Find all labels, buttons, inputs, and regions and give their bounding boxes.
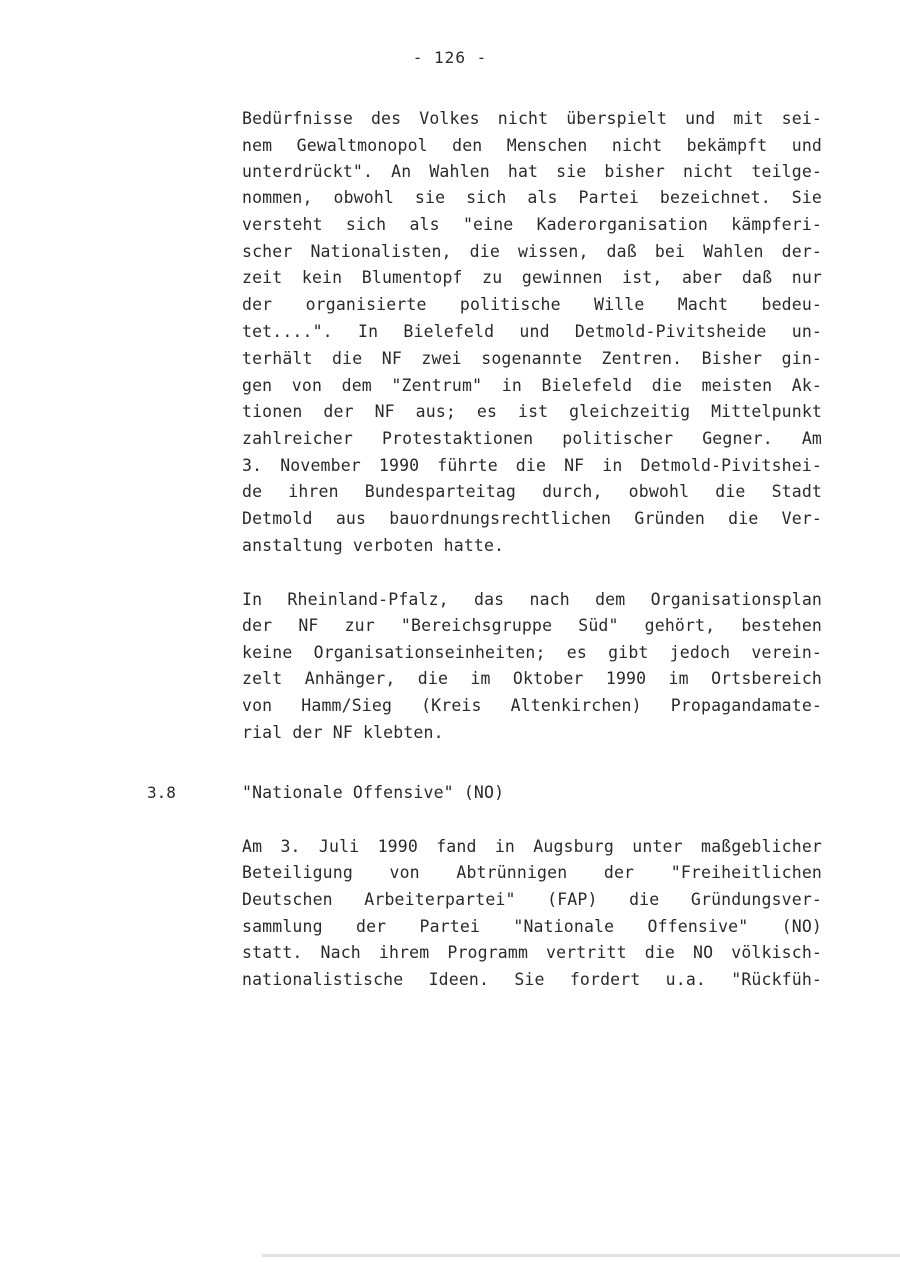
text-line: scher Nationalisten, die wissen, daß bei Wahlen der- [242,242,822,261]
text-line: anstaltung verboten hatte. [242,536,505,555]
text-line: Beteiligung von Abtrünnigen der "Freiheitlichen [242,863,822,882]
text-line: nommen, obwohl sie sich als Partei bezeichnet. Sie [242,188,822,207]
text-line: versteht sich als "eine Kaderorganisation kämpferi- [242,215,822,234]
text-line: der NF zur "Bereichsgruppe Süd" gehört, bestehen [242,616,822,635]
text-line: zahlreicher Protestaktionen politischer Gegner. Am [242,429,822,448]
text-line: nationalistische Ideen. Sie fordert u.a. "Rückfüh- [242,970,822,989]
text-line: sammlung der Partei "Nationale Offensive" (NO) [242,917,822,936]
text-line: Am 3. Juli 1990 fand in Augsburg unter maßgeblicher [242,837,822,856]
text-line: tet....". In Bielefeld und Detmold-Pivitsheide un- [242,322,822,341]
text-line: gen von dem "Zentrum" in Bielefeld die meisten Ak- [242,376,822,395]
section-number: 3.8 [147,783,176,802]
text-line: In Rheinland-Pfalz, das nach dem Organisationsplan [242,590,822,609]
text-line: de ihren Bundesparteitag durch, obwohl die Stadt [242,482,822,501]
text-line: nem Gewaltmonopol den Menschen nicht bekämpft und [242,136,822,155]
text-line: tionen der NF aus; es ist gleichzeitig Mittelpunkt [242,402,822,421]
text-line: zelt Anhänger, die im Oktober 1990 im Ortsbereich [242,669,822,688]
text-line: keine Organisationseinheiten; es gibt jedoch verein- [242,643,822,662]
text-line: 3. November 1990 führte die NF in Detmold-Pivitshei- [242,456,822,475]
text-line: unterdrückt". An Wahlen hat sie bisher nicht teilge- [242,162,822,181]
text-line: Bedürfnisse des Volkes nicht überspielt und mit sei- [242,109,822,128]
text-line: von Hamm/Sieg (Kreis Altenkirchen) Propagandamate- [242,696,822,715]
text-line: Detmold aus bauordnungsrechtlichen Gründen die Ver- [242,509,822,528]
scan-edge-line [262,1254,900,1257]
text-line: terhält die NF zwei sogenannte Zentren. Bisher gin- [242,349,822,368]
text-line: Deutschen Arbeiterpartei" (FAP) die Gründungsver- [242,890,822,909]
page-number: - 126 - [412,48,488,67]
section-title: "Nationale Offensive" (NO) [242,783,505,802]
text-line: der organisierte politische Wille Macht bedeu- [242,295,822,314]
text-line: zeit kein Blumentopf zu gewinnen ist, aber daß nur [242,268,822,287]
text-line: rial der NF klebten. [242,723,444,742]
text-line: statt. Nach ihrem Programm vertritt die NO völkisch- [242,943,822,962]
